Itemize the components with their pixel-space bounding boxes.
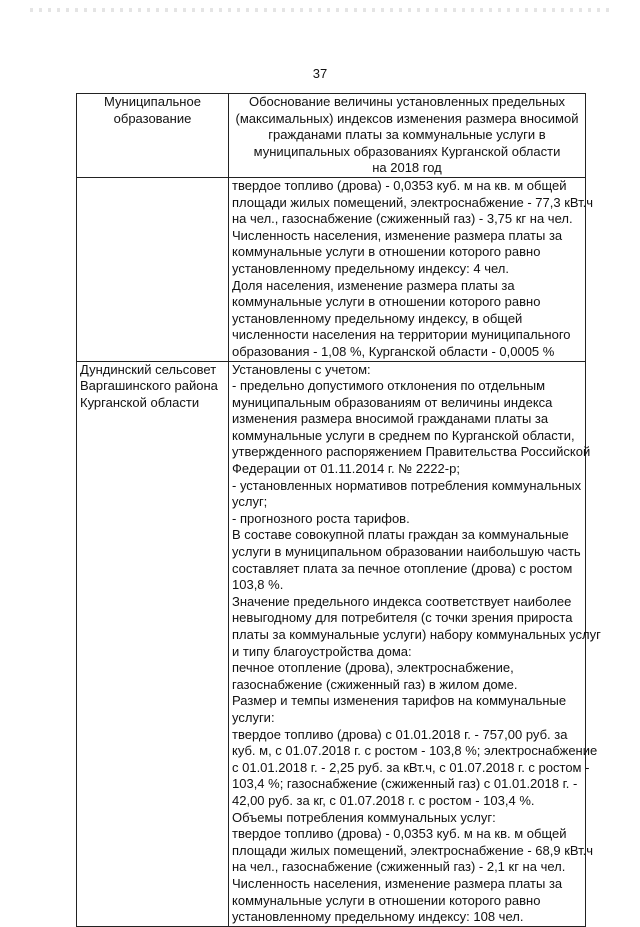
text-line: платы за коммунальные услуги) набору коммунальных услуг — [232, 627, 601, 642]
text-line: В составе совокупной платы граждан за коммунальные — [232, 527, 569, 543]
text-line: куб. м, с 01.07.2018 г. с ростом - 103,8 %; электроснабжение — [232, 743, 598, 759]
text-line: муниципальных образованиях Курганской области — [253, 143, 561, 159]
text-line: - прогнозного роста тарифов. — [232, 510, 410, 526]
header-municipality — [77, 94, 229, 178]
text-line: Численность населения, изменение размера платы за — [232, 227, 563, 243]
text-line: Доля населения, изменение размера платы за — [232, 277, 515, 293]
scan-artifact-strip — [30, 8, 610, 12]
text-line: 103,4 %; газоснабжение (сжиженный газ) с 01.01.2018 г. - — [232, 776, 578, 792]
text-line: 103,8 %. — [232, 577, 284, 593]
text-line: твердое топливо (дрова) - 0,0353 куб. м на кв. м общей — [232, 177, 567, 193]
text-line: с 01.01.2018 г. - 2,25 руб. за кВт.ч, с 01.07.2018 г. с ростом - — [232, 759, 590, 775]
text-line: Варгашинского района — [80, 378, 218, 394]
text-line: численности населения на территории муниципального — [232, 327, 571, 343]
text-line: - предельно допустимого отклонения по отдельным — [232, 378, 546, 394]
text-line: - установленных нормативов потребления коммунальных — [232, 477, 582, 493]
municipality-cell — [77, 177, 229, 361]
text-line: твердое топливо (дрова) с 01.01.2018 г. - 757,00 руб. за — [232, 726, 568, 742]
text-line: Обоснование величины установленных предельных — [248, 94, 566, 109]
tariff-justification-table — [76, 93, 601, 927]
text-line: коммунальные услуги в отношении которого равно — [232, 294, 541, 310]
municipality-cell — [77, 361, 229, 926]
table-row — [77, 361, 586, 926]
text-line: коммунальные услуги в отношении которого равно — [232, 244, 541, 260]
text-line: Объемы потребления коммунальных услуг: — [232, 809, 496, 825]
text-line: Федерации от 01.11.2014 г. № 2222-р; — [232, 461, 460, 477]
text-line: установленному предельному индексу, в общей — [232, 310, 523, 326]
text-line: Значение предельного индекса соответствует наиболее — [232, 593, 572, 609]
text-line: площади жилых помещений, электроснабжение - 77,3 кВт.ч — [232, 194, 594, 210]
text-line: печное отопление (дрова), электроснабжение, — [232, 660, 514, 676]
text-line: утвержденного распоряжением Правительства Российской — [232, 444, 591, 460]
text-line: твердое топливо (дрова) - 0,0353 куб. м на кв. м общей — [232, 826, 567, 842]
text-line: на чел., газоснабжение (сжиженный газ) - 3,75 кг на чел. — [232, 211, 573, 227]
text-line: образования - 1,08 %, Курганской области - 0,0005 % — [232, 343, 555, 359]
text-line: установленному предельному индексу: 4 чел. — [232, 260, 509, 276]
text-line: коммунальные услуги в среднем по Курганской области, — [232, 427, 575, 443]
text-line: составляет плата за печное отопление (дрова) с ростом — [232, 560, 573, 576]
text-line: 42,00 руб. за кг, с 01.07.2018 г. с ростом - 103,4 %. — [232, 792, 535, 808]
text-line: муниципальным образованиям от величины индекса — [232, 394, 553, 410]
text-line: гражданами платы за коммунальные услуги в — [268, 127, 546, 143]
page-number: 37 — [312, 66, 328, 81]
text-line: услуги в муниципальном образовании наибольшую часть — [232, 544, 581, 560]
text-line: на 2018 год — [372, 160, 442, 176]
justification-cell — [229, 177, 594, 361]
text-line: коммунальные услуги в отношении которого равно — [232, 892, 541, 908]
text-line: Муниципальное — [104, 94, 201, 109]
text-line: Размер и темпы изменения тарифов на коммунальные — [232, 693, 567, 709]
text-line: услуги: — [232, 709, 275, 725]
text-line: Курганской области — [80, 394, 200, 410]
table-header-row — [77, 94, 586, 178]
text-line: изменения размера вносимой гражданами платы за — [232, 411, 549, 427]
header-justification — [229, 94, 586, 178]
justification-cell — [229, 361, 601, 926]
text-line: (максимальных) индексов изменения размера вносимой — [235, 110, 579, 126]
table-row — [77, 177, 586, 361]
text-line: площади жилых помещений, электроснабжение - 68,9 кВт.ч — [232, 842, 594, 858]
text-line: образование — [113, 110, 192, 126]
text-line: Численность населения, изменение размера платы за — [232, 875, 563, 891]
text-line: услуг; — [232, 494, 268, 510]
text-line: и типу благоустройства дома: — [232, 643, 412, 659]
text-line: на чел., газоснабжение (сжиженный газ) - 2,1 кг на чел. — [232, 859, 566, 875]
text-line: газоснабжение (сжиженный газ) в жилом доме. — [232, 676, 518, 692]
text-line: установленному предельному индексу: 108 чел. — [232, 909, 524, 925]
text-line: Установлены с учетом: — [232, 361, 371, 377]
text-line: невыгодному для потребителя (с точки зрения прироста — [232, 610, 573, 626]
text-line: Дундинский сельсовет — [80, 361, 217, 377]
